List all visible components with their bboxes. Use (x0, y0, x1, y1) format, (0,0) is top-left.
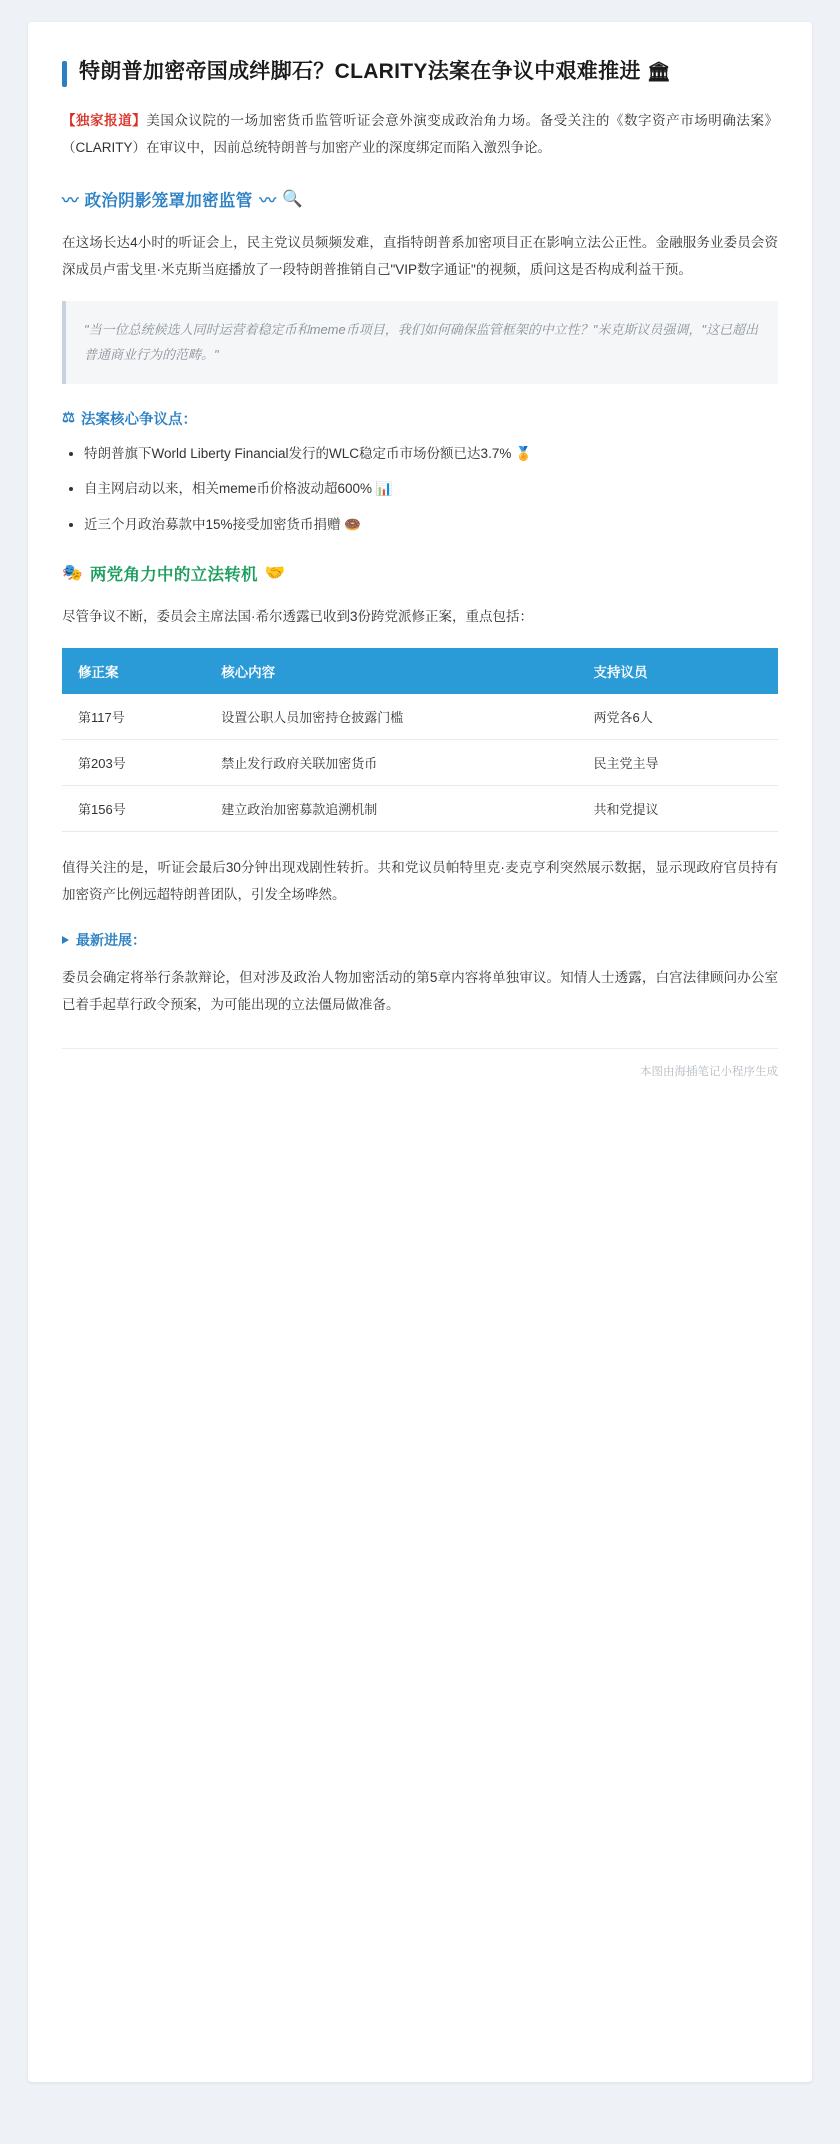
cell-amendment: 第203号 (62, 740, 205, 786)
article-card (28, 22, 812, 2082)
list-item: • 近三个月政治募款中15%接受加密货币捐赠 🍩 (84, 514, 778, 536)
latest-progress-heading (62, 930, 778, 950)
triangle-right-icon (62, 936, 69, 944)
column-header-amendment: 修正案 (62, 648, 205, 694)
lede-paragraph (62, 107, 778, 161)
title-accent-bar (62, 61, 67, 87)
column-header-content: 核心内容 (205, 648, 577, 694)
cell-supporters: 两党各6人 (578, 694, 778, 740)
handshake-icon: 🤝 (264, 563, 286, 582)
classical-building-icon: 🏛 (646, 62, 672, 83)
latest-progress-label: 最新进展： (76, 932, 146, 949)
footer-credit: 本图由海插笔记小程序生成 (640, 1066, 778, 1079)
table-row (62, 786, 778, 832)
wave-right-icon: 〰 (259, 192, 275, 210)
cell-amendment: 第156号 (62, 786, 205, 832)
cell-supporters: 共和党提议 (578, 786, 778, 832)
cell-supporters: 民主党主导 (578, 740, 778, 786)
scales-icon: ⚖ (62, 410, 75, 427)
footer-divider (62, 1048, 778, 1049)
table-header-row (62, 648, 778, 694)
subheading-label: 法案核心争议点： (81, 411, 197, 428)
latest-progress-paragraph: 委员会确定将举行条款辩论，但对涉及政治人物加密活动的第5章内容将单独审议。知情人士透露，白宫法律顾问办公室已着手起草行政令预案，为可能出现的立法僵局做准备。 (62, 970, 778, 1013)
section2-intro: 尽管争议不断，委员会主席法国·希尔透露已收到3份跨党派修正案，重点包括： (62, 609, 534, 625)
search-icon: 🔍 (282, 189, 303, 208)
cell-content: 设置公职人员加密持仓披露门槛 (205, 694, 577, 740)
title-label: 特朗普加密帝国成绊脚石？CLARITY法案在争议中艰难推进 (79, 60, 641, 83)
exclusive-tag: 【独家报道】 (62, 113, 147, 128)
wave-left-icon: 〰 (62, 192, 78, 210)
cell-content: 建立政治加密募款追溯机制 (205, 786, 577, 832)
section2-title: 两党角力中的立法转机 (89, 566, 258, 585)
cell-amendment: 第117号 (62, 694, 205, 740)
list-item: • 自主网启动以来，相关meme币价格波动超600% 📊 (84, 478, 778, 500)
masks-icon: 🎭 (62, 563, 83, 582)
section1-paragraph: 在这场长达4小时的听证会上，民主党议员频频发难，直指特朗普系加密项目正在影响立法公正性。金融服务业委员会资深成员卢雷戈里·米克斯当庭播放了一段特朗普推销自己"VIP数字通证"的视频，质问这是否构成利益干预。 (62, 235, 778, 277)
table-row (62, 740, 778, 786)
amendments-table (62, 648, 778, 832)
key-points-list (62, 443, 778, 536)
section-heading-bipartisan (62, 561, 778, 585)
pull-quote: "当一位总统候选人同时运营着稳定币和meme币项目，我们如何确保监管框架的中立性？"米克斯议员强调，"这已超出普通商业行为的范畴。" (62, 301, 778, 384)
table-row (62, 694, 778, 740)
list-item: • 特朗普旗下World Liberty Financial发行的WLC稳定币市场份额已达3.7% 🏅 (84, 443, 778, 465)
lede-body: 美国众议院的一场加密货币监管听证会意外演变成政治角力场。备受关注的《数字资产市场明确法案》（CLARITY）在审议中，因前总统特朗普与加密产业的深度绑定而陷入激烈争论。 (62, 113, 779, 155)
subheading-key-disputes (62, 408, 778, 429)
title-text (79, 58, 671, 86)
section-heading-politics (62, 187, 778, 211)
column-header-supporters: 支持议员 (578, 648, 778, 694)
section1-title: 政治阴影笼罩加密监管 (84, 192, 253, 210)
page-title (62, 58, 778, 87)
cell-content: 禁止发行政府关联加密货币 (205, 740, 577, 786)
section2-after-table: 值得关注的是，听证会最后30分钟出现戏剧性转折。共和党议员帕特里克·麦克亨利突然展示数据，显示现政府官员持有加密资产比例远超特朗普团队，引发全场哗然。 (62, 860, 778, 903)
